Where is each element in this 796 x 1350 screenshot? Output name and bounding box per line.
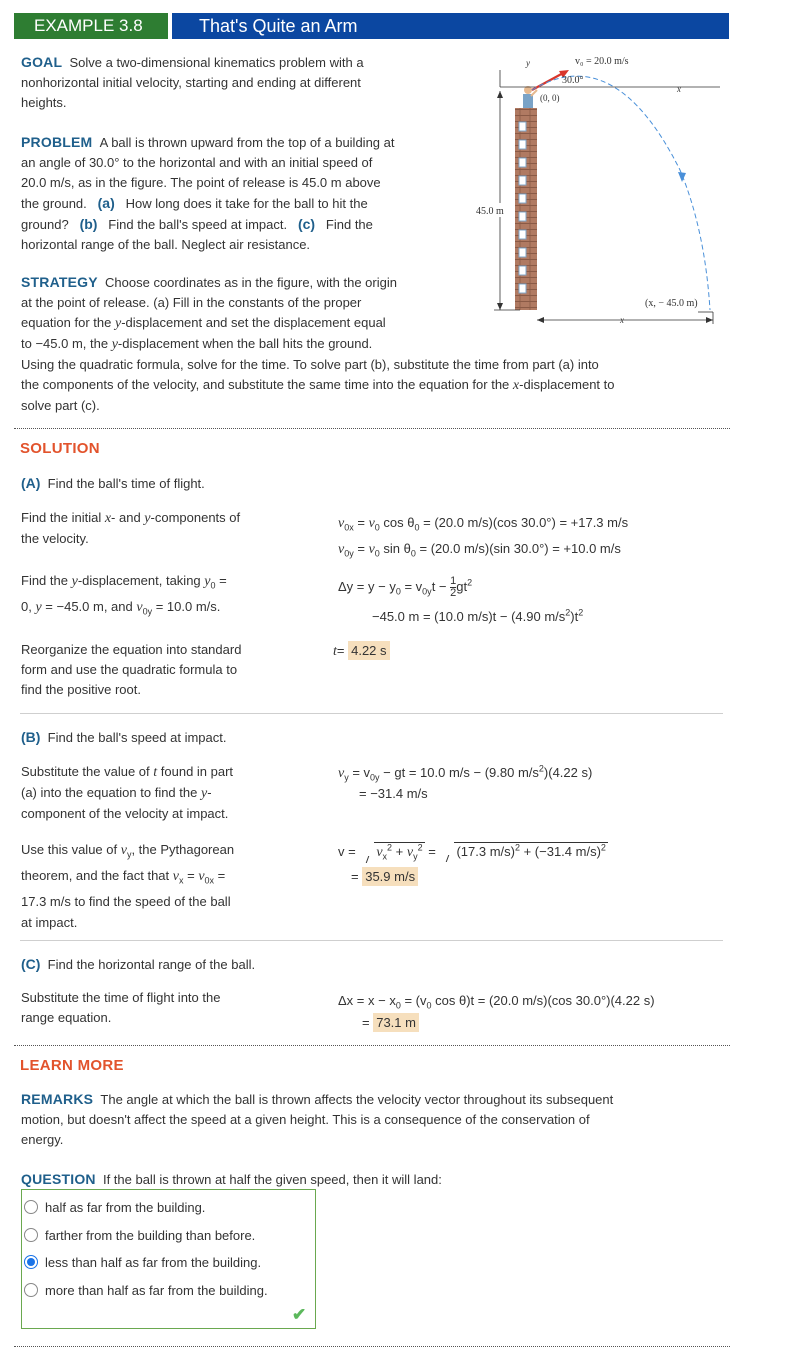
origin-label: (0, 0): [540, 93, 560, 103]
choice-label: half as far from the building.: [45, 1199, 206, 1215]
range-label: x: [620, 315, 624, 325]
problem-line: horizontal range of the ball. Neglect air resistance.: [21, 237, 311, 252]
question-prompt: QUESTION If the ball is thrown at half the given speed, then it will land:: [21, 1171, 442, 1187]
part-c-step1-text: Substitute the time of flight into the range equation.: [21, 990, 221, 1025]
section-divider: [14, 1346, 730, 1347]
strategy-line: solve part (c).: [21, 398, 100, 413]
part-divider: [20, 940, 723, 941]
part-b-vy-equation: $v_y = v_{0y}$ − gt = 10.0 m/s − (9.80 $m/s^2)(4.22$ s) = −31.4 m/s: [338, 763, 593, 801]
choice-label: farther from the building than before.: [45, 1227, 256, 1243]
solution-label: SOLUTION: [20, 440, 100, 457]
answer-choice[interactable]: [24, 1196, 205, 1218]
check-icon: ✔: [292, 1305, 307, 1324]
part-a-heading: (A) Find the ball's time of flight.: [21, 475, 205, 491]
answer-choice[interactable]: [24, 1251, 261, 1273]
strategy-line: Using the quadratic formula, solve for the time. To solve part (b), substitute the time from part (a) into: [21, 357, 599, 372]
radio-button-selected[interactable]: [24, 1255, 38, 1269]
radio-button[interactable]: [24, 1200, 38, 1214]
goal-line: Solve a two-dimensional kinematics problem with a: [69, 55, 364, 70]
problem-line: How long does it take for the ball to hit the: [125, 196, 368, 211]
part-c-heading: (C) Find the horizontal range of the ball.: [21, 956, 256, 972]
strategy-line: the components of the velocity, and substitute the same time into the equation for the x-displacement to: [21, 377, 615, 393]
strategy-line: at the point of release. (a) Fill in the constants of the proper: [21, 295, 362, 310]
part-a-velocity-equations: $v_{0x} = v_0$ $\cos \theta_0 = (20.0$ m/s)(cos 30.0°) = +17.3 m/s $v_{0y} = v_0$ $\sin \theta_0 = (20.0$ m/s)(sin 30.0°) = +10.0 m/s: [338, 515, 629, 559]
speed-label: v₀ = 20.0 m/s: [575, 56, 629, 67]
learn-more-label: LEARN MORE: [20, 1057, 124, 1074]
problem-line: 20.0 m/s, as in the figure. The point of release is 45.0 m above: [21, 175, 381, 190]
part-a-displacement-equation: $\Delta y = y - y_0 = v_{0y}t$ − $\frac{1}{2}$ $gt^2$: [338, 575, 473, 599]
part-a-answer: t= 4.22 s: [333, 641, 390, 662]
trajectory-path: [532, 76, 710, 310]
landing-point-label: (x, − 45.0 m): [645, 298, 698, 309]
answer-choice[interactable]: [24, 1279, 268, 1301]
strategy-line: to −45.0 m, the y-displacement when the ball hits the ground.: [21, 336, 373, 352]
part-a-step1-text: Find the initial x- and y-components of the velocity.: [21, 510, 241, 546]
part-divider: [20, 713, 723, 714]
problem-line: A ball is thrown upward from the top of a building at: [99, 135, 395, 150]
strategy-line: Choose coordinates as in the figure, with the origin: [105, 275, 397, 290]
problem-line: Find the ball's speed at impact.: [108, 217, 288, 232]
problem-label: PROBLEM: [21, 134, 93, 150]
radio-button[interactable]: [24, 1228, 38, 1242]
trajectory-figure: [465, 50, 740, 335]
part-b-ref: (b): [79, 216, 98, 232]
problem-line: an angle of 30.0° to the horizontal and with an initial speed of: [21, 155, 373, 170]
part-c-range-equation: $\Delta x = x - x_0 = (v_0$ cos θ)t = (20.0 m/s)(cos 30.0°)(4.22 s) = 73.1 m: [338, 993, 655, 1030]
trajectory-arrow: [678, 172, 686, 182]
choice-label: more than half as far from the building.: [45, 1282, 268, 1298]
y-axis-label: y: [526, 58, 530, 68]
answer-choice[interactable]: [24, 1224, 255, 1246]
radio-button[interactable]: [24, 1283, 38, 1297]
part-a-step3-text: Reorganize the equation into standard form and use the quadratic formula to find the positive root.: [21, 642, 242, 697]
part-a-ref: (a): [97, 195, 115, 211]
goal-line: heights.: [21, 95, 67, 110]
remarks-label: REMARKS: [21, 1091, 94, 1107]
problem-section: [21, 132, 461, 255]
range-answer: 73.1 m: [373, 1013, 419, 1032]
speed-answer: 35.9 m/s: [362, 867, 418, 886]
goal-section: [21, 52, 451, 113]
strategy-line: equation for the y-displacement and set the displacement equal: [21, 315, 386, 331]
goal-line: nonhorizontal initial velocity, starting and ending at different: [21, 75, 361, 90]
problem-line: the ground.: [21, 196, 87, 211]
angle-label: 30.0°: [562, 75, 584, 86]
part-a-substituted-equation: −45.0 m = (10.0 m/s)t − (4.90 $m/s^2)t^2$: [372, 607, 584, 624]
problem-line: ground?: [21, 217, 69, 232]
part-b-step2-text: Use this value of $v_y$, the Pythagorean theorem, and the fact that $v_x = v_{0x}$ = 17.3 m/s to find the speed of the ball at impact.: [21, 842, 235, 930]
part-b-step1-text: Substitute the value of t found in part (a) into the equation to find the y- component of the velocity at impact.: [21, 764, 234, 821]
part-a-step2-text: Find the y-displacement, taking $y_0$ = 0, y = −45.0 m, and $v_{0y} = 10.0$ m/s.: [21, 573, 227, 617]
part-b-speed-equation: $v = v_x^2 + v_y^2 = (17.3$ m/s)$^2$ + (−31.4 m/s)$^2$ = 35.9 m/s: [338, 840, 608, 889]
strategy-label: STRATEGY: [21, 274, 98, 290]
problem-line: Find the: [325, 217, 373, 232]
section-divider: [14, 1045, 730, 1046]
building: [515, 108, 537, 310]
part-c-ref: (c): [297, 216, 316, 232]
choice-label: less than half as far from the building.: [45, 1254, 262, 1270]
time-answer: 4.22 s: [348, 641, 389, 660]
example-title: That's Quite an Arm: [172, 13, 729, 39]
remarks-section: REMARKS The angle at which the ball is thrown affects the velocity vector throughout its subsequent motion, but doesn't affect the speed at a given height. This is a consequence of the conservation of energy.: [21, 1091, 614, 1147]
x-axis-label: x: [677, 84, 681, 94]
question-label: QUESTION: [21, 1171, 96, 1187]
section-divider: [14, 428, 730, 429]
height-label: 45.0 m: [476, 206, 504, 217]
example-number: EXAMPLE 3.8: [14, 13, 168, 39]
goal-label: GOAL: [21, 54, 63, 70]
part-b-heading: (B) Find the ball's speed at impact.: [21, 729, 227, 745]
